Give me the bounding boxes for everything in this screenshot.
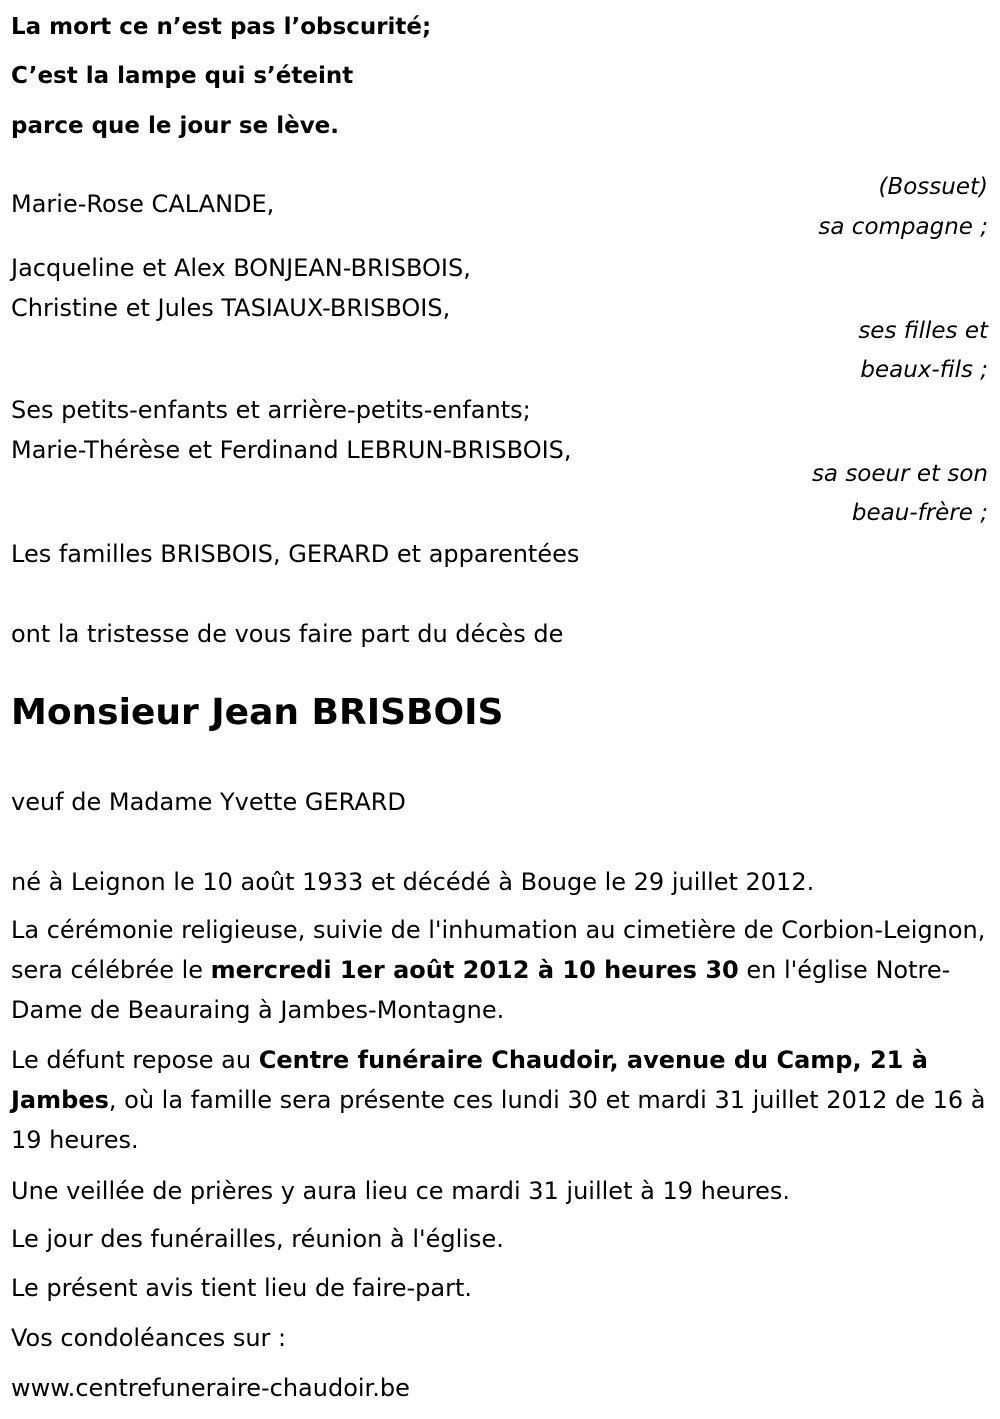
ceremony-date: mercredi 1er août 2012 à 10 heures 30	[210, 956, 739, 984]
announcement: ont la tristesse de vous faire part du décès de	[11, 620, 564, 648]
deceased-name: Monsieur Jean BRISBOIS	[11, 692, 504, 733]
companion-role: sa compagne ;	[818, 214, 988, 240]
poem-line-2: C’est la lampe qui s’éteint	[11, 63, 354, 89]
condolences-label: Vos condoléances sur :	[11, 1324, 287, 1352]
repose-text-before: Le défunt repose au	[11, 1046, 259, 1074]
vigil: Une veillée de prières y aura lieu ce mardi 31 juillet à 19 heures.	[11, 1177, 791, 1205]
widower-of: veuf de Madame Yvette GERARD	[11, 788, 406, 816]
daughters-line-1: Jacqueline et Alex BONJEAN-BRISBOIS,	[11, 254, 471, 282]
poem-line-3: parce que le jour se lève.	[11, 113, 340, 139]
grandchildren: Ses petits-enfants et arrière-petits-enfants;	[11, 396, 531, 424]
ceremony-paragraph	[11, 910, 986, 1030]
families-line: Les familles BRISBOIS, GERARD et apparentées	[11, 540, 580, 568]
notice: Le présent avis tient lieu de faire-part.	[11, 1274, 473, 1302]
daughters-role-1: ses filles et	[858, 318, 988, 344]
ceremony-text-after: en l'église Notre-Dame de Beauraing à Jambes-Montagne.	[11, 956, 951, 1024]
repose-paragraph	[11, 1040, 986, 1160]
funeral-day: Le jour des funérailles, réunion à l'église.	[11, 1225, 504, 1253]
daughters-role-2: beaux-fils ;	[860, 357, 988, 383]
sister-line: Marie-Thérèse et Ferdinand LEBRUN-BRISBOIS,	[11, 436, 572, 464]
ceremony-text-before: La cérémonie religieuse, suivie de l'inhumation au cimetière de Corbion-Leignon, sera célébrée le	[11, 916, 986, 984]
website-link[interactable]: www.centrefuneraire-chaudoir.be	[11, 1374, 410, 1402]
poem-line-1: La mort ce n’est pas l’obscurité;	[11, 14, 432, 40]
sister-role-2: beau-frère ;	[851, 500, 988, 526]
birth-death: né à Leignon le 10 août 1933 et décédé à Bouge le 29 juillet 2012.	[11, 868, 815, 896]
repose-text-after: , où la famille sera présente ces lundi 30 et mardi 31 juillet 2012 de 16 à 19 heures.	[11, 1086, 986, 1154]
daughters-line-2: Christine et Jules TASIAUX-BRISBOIS,	[11, 294, 451, 322]
repose-location: Centre funéraire Chaudoir, avenue du Camp, 21 à Jambes	[11, 1046, 928, 1114]
companion-name: Marie-Rose CALANDE,	[11, 190, 275, 218]
poem-attribution: (Bossuet)	[878, 174, 988, 200]
sister-role-1: sa soeur et son	[811, 461, 988, 487]
